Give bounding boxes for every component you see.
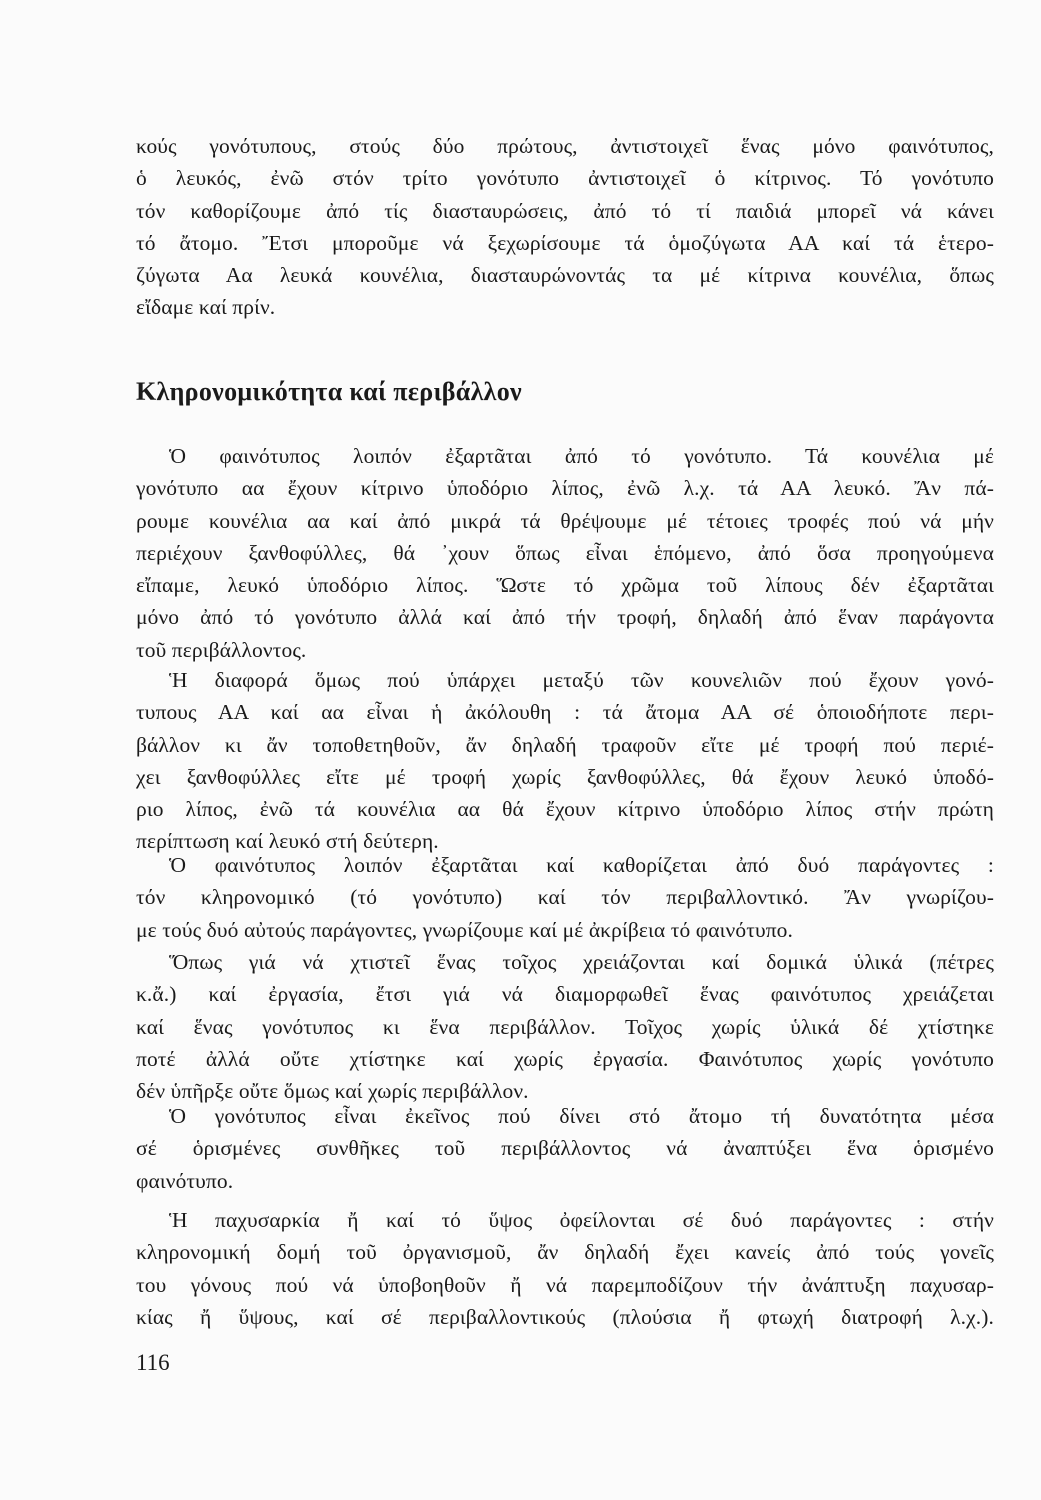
text-line: ὁ λευκός, ἐνῶ στόν τρίτο γονότυπο ἀντιστοιχεῖ ὁ κίτρινος. Τό γονότυπο <box>136 166 994 191</box>
paragraph-2 <box>136 664 994 858</box>
text-line: κούς γονότυπους, στούς δύο πρώτους, ἀντιστοιχεῖ ἕνας μόνο φαινότυπος, <box>136 134 994 158</box>
text-line: τόν κληρονομικό (τό γονότυπο) καί τόν περιβαλλοντικό. Ἄν γνωρίζου- <box>136 885 994 910</box>
text-line: κ.ἄ.) καί ἐργασία, ἔτσι γιά νά διαμορφωθεῖ ἕνας φαινότυπος χρειάζεται <box>136 982 994 1007</box>
paragraph <box>136 1100 994 1197</box>
text-line: Ἡ διαφορά ὅμως πού ὑπάρχει μεταξύ τῶν κουνελιῶν πού ἔχουν γονό- <box>169 668 994 692</box>
text-line: του γόνους πού νά ὑποβοηθοῦν ἤ νά παρεμποδίζουν τήν ἀνάπτυξη παχυσαρ- <box>136 1272 994 1297</box>
text-line: γονότυπο αα ἔχουν κίτρινο ὑποδόριο λίπος, ἐνῶ λ.χ. τά ΑΑ λευκό. Ἄν πά- <box>136 476 994 501</box>
text-line: ριο λίπος, ἐνῶ τά κουνέλια αα θά ἔχουν κίτρινο ὑποδόριο λίπος στήν πρώτη <box>136 797 994 822</box>
text-line: φαινότυπο. <box>136 1168 234 1193</box>
paragraph-3 <box>136 849 994 946</box>
text-line: Ἡ παχυσαρκία ἤ καί τό ὕψος ὀφείλονται σέ δυό παράγοντες : στήν <box>169 1208 994 1232</box>
paragraph <box>136 664 994 858</box>
paragraph <box>136 946 994 1107</box>
text-line: περίπτωση καί λευκό στή δεύτερη. <box>136 829 439 854</box>
paragraph <box>136 1204 994 1333</box>
text-line: μόνο ἀπό τό γονότυπο ἀλλά καί ἀπό τήν τροφή, δηλαδή ἀπό ἕναν παράγοντα <box>136 605 994 630</box>
page-number: 116 <box>136 1350 170 1375</box>
section-heading: Κληρονομικότητα καί περιβάλλον <box>136 377 522 406</box>
text-line: ποτέ ἀλλά οὔτε χτίστηκε καί χωρίς ἐργασία. Φαινότυπος χωρίς γονότυπο <box>136 1046 994 1071</box>
intro-paragraph <box>136 130 994 324</box>
text-line: Ὁ φαινότυπος λοιπόν ἐξαρτᾶται ἀπό τό γονότυπο. Τά κουνέλια μέ <box>169 444 994 468</box>
text-line: ρουμε κουνέλια αα καί ἀπό μικρά τά θρέψουμε μέ τέτοιες τροφές πού νά μήν <box>136 508 994 533</box>
text-line: εἴπαμε, λευκό ὑποδόριο λίπος. Ὥστε τό χρῶμα τοῦ λίπους δέν ἐξαρτᾶται <box>136 573 994 598</box>
text-line: δέν ὑπῆρξε οὔτε ὅμως καί χωρίς περιβάλλον. <box>136 1079 529 1104</box>
text-line: σέ ὁρισμένες συνθῆκες τοῦ περιβάλλοντος νά ἀναπτύξει ἕνα ὁρισμένο <box>136 1136 994 1161</box>
paragraph <box>136 130 994 324</box>
text-line: κίας ἤ ὕψους, καί σέ περιβαλλοντικούς (πλούσια ἤ φτωχή διατροφή λ.χ.). <box>136 1304 994 1329</box>
text-line: τό ἄτομο. Ἔτσι μποροῦμε νά ξεχωρίσουμε τά ὁμοζύγωτα ΑΑ καί τά ἑτερο- <box>136 230 994 255</box>
text-line: χει ξανθοφύλλες εἴτε μέ τροφή χωρίς ξανθοφύλλες, θά ἔχουν λευκό ὑποδό- <box>136 764 994 789</box>
text-line: Ὁ φαινότυπος λοιπόν ἐξαρτᾶται καί καθορίζεται ἀπό δυό παράγοντες : <box>169 853 994 877</box>
text-line: τοῦ περιβάλλοντος. <box>136 637 307 662</box>
text-line: καί ἕνας γονότυπος κι ἕνα περιβάλλον. Τοῖχος χωρίς ὑλικά δέ χτίστηκε <box>136 1014 994 1039</box>
text-line: βάλλον κι ἄν τοποθετηθοῦν, ἄν δηλαδή τραφοῦν εἴτε μέ τροφή πού περιέ- <box>136 732 994 757</box>
paragraph <box>136 849 994 946</box>
paragraph <box>136 440 994 666</box>
text-line: τόν καθορίζουμε ἀπό τίς διασταυρώσεις, ἀπό τό τί παιδιά μπορεῖ νά κάνει <box>136 198 994 223</box>
text-line: Ὅπως γιά νά χτιστεῖ ἕνας τοῖχος χρειάζονται καί δομικά ὑλικά (πέτρες <box>169 950 994 974</box>
text-line: εἴδαμε καί πρίν. <box>136 295 276 320</box>
text-line: ζύγωτα Αα λευκά κουνέλια, διασταυρώνοντάς τα μέ κίτρινα κουνέλια, ὅπως <box>136 263 994 288</box>
text-line: κληρονομική δομή τοῦ ὀργανισμοῦ, ἄν δηλαδή ἔχει κανείς ἀπό τούς γονεῖς <box>136 1240 994 1265</box>
text-line: Ὁ γονότυπος εἶναι ἐκεῖνος πού δίνει στό ἄτομο τή δυνατότητα μέσα <box>169 1104 994 1128</box>
paragraph-1 <box>136 440 994 666</box>
text-line: περιέχουν ξανθοφύλλες, θά ᾽χουν ὅπως εἶναι ἑπόμενο, ἀπό ὅσα προηγούμενα <box>136 540 994 565</box>
text-line: τυπους ΑΑ καί αα εἶναι ἡ ἀκόλουθη : τά ἄτομα ΑΑ σέ ὁποιοδήποτε περι- <box>136 700 994 725</box>
text-line: με τούς δυό αὐτούς παράγοντες, γνωρίζουμε καί μέ ἀκρίβεια τό φαινότυπο. <box>136 917 793 942</box>
paragraph-6 <box>136 1204 994 1333</box>
paragraph-5 <box>136 1100 994 1197</box>
paragraph-4 <box>136 946 994 1107</box>
